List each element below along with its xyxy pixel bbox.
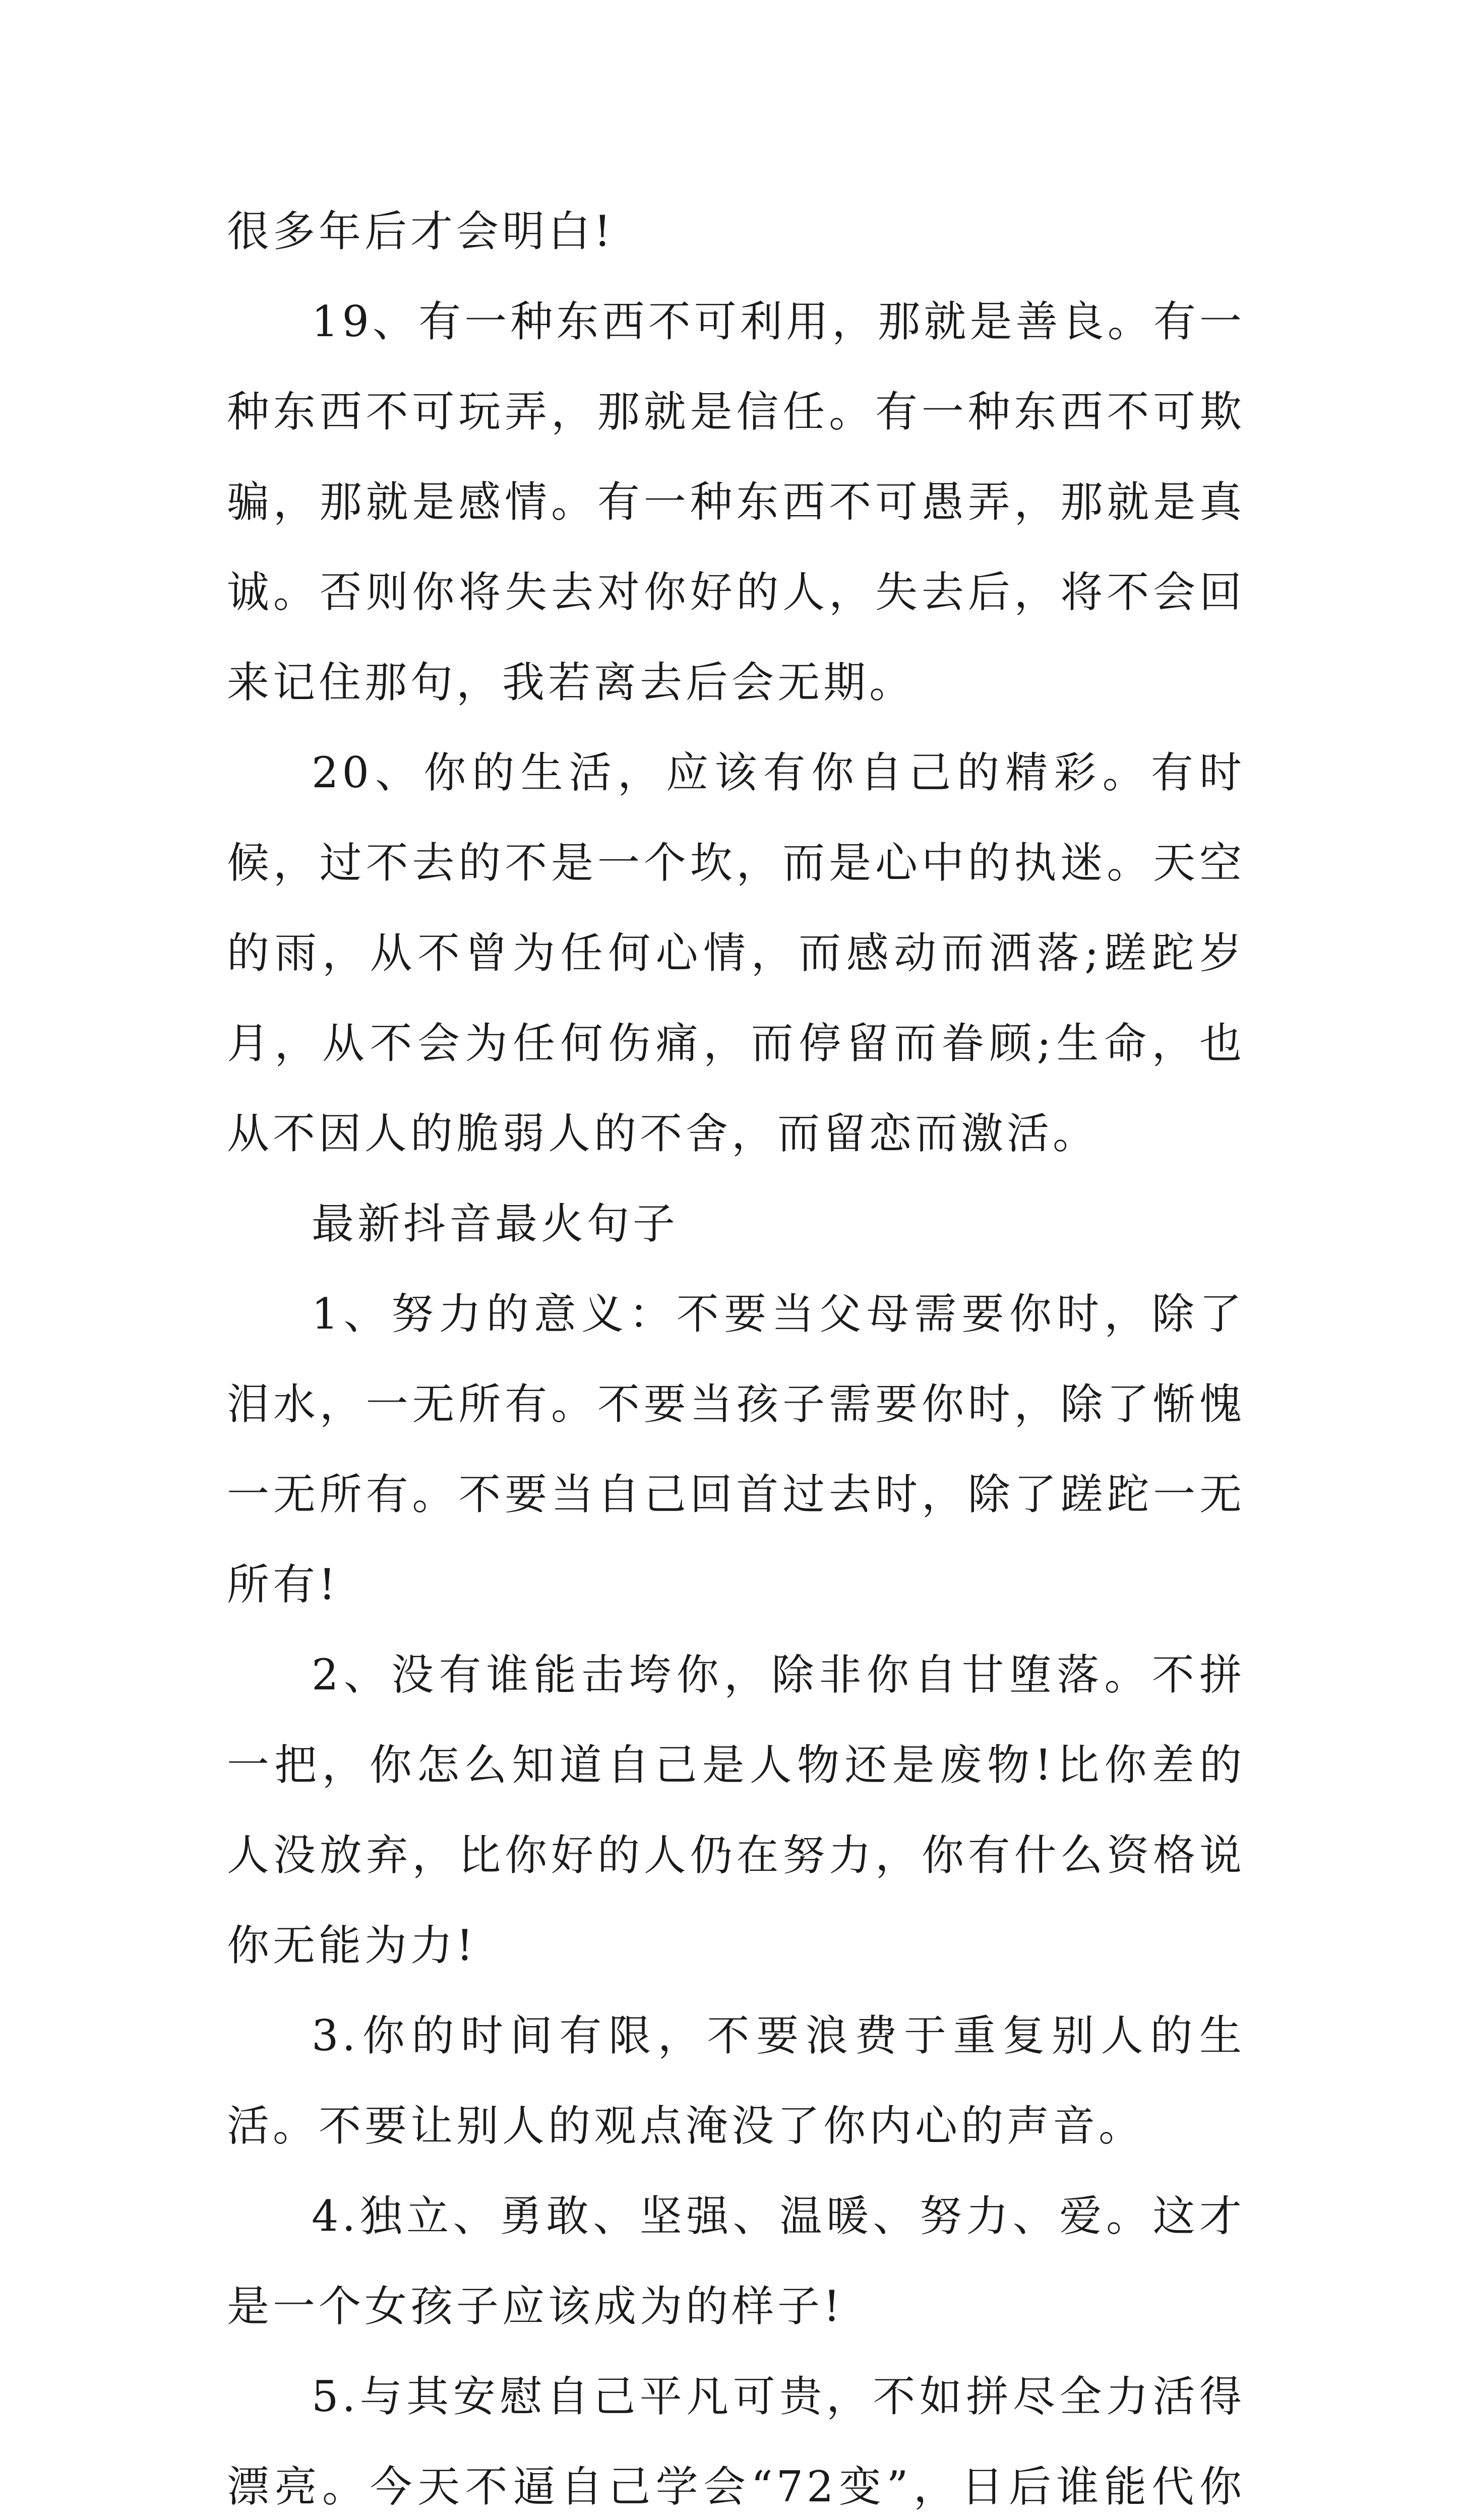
paragraph-2: 2、没有谁能击垮你，除非你自甘堕落。不拼一把，你怎么知道自己是人物还是废物!比你差的人没放弃，比你好的人仍在努力，你有什么资格说你无能为力! bbox=[227, 1650, 1245, 1970]
section-heading: 最新抖音最火句子 bbox=[312, 1199, 679, 1248]
paragraph-4: 4.独立、勇敢、坚强、温暖、努力、爱。这才是一个女孩子应该成为的样子! bbox=[227, 2191, 1245, 2331]
paragraph-continuation: 很多年后才会明白! bbox=[227, 207, 615, 256]
document-body bbox=[227, 186, 1245, 2520]
paragraph-1: 1、努力的意义：不要当父母需要你时，除了泪水，一无所有。不要当孩子需要你时，除了惭愧一无所有。不要当自己回首过去时，除了蹉跎一无所有! bbox=[227, 1289, 1245, 1609]
paragraph-20: 20、你的生活，应该有你自己的精彩。有时候，过不去的不是一个坎，而是心中的执迷。天空的雨，从不曾为任何心情，而感动而洒落;蹉跎岁月，从不会为任何伤痛，而停留而眷顾;生命，也从不因人的脆弱人的不舍，而留恋而激活。 bbox=[227, 748, 1245, 1158]
paragraph-5: 5.与其安慰自己平凡可贵，不如拼尽全力活得漂亮。今天不逼自己学会“72变”，日后谁能代你 bbox=[227, 2372, 1245, 2511]
paragraph-19: 19、有一种东西不可利用，那就是善良。有一种东西不可玩弄，那就是信任。有一种东西不可欺骗，那就是感情。有一种东西不可愚弄，那就是真诚。否则你将失去对你好的人，失去后，将不会回来记住那句，我若离去后会无期。 bbox=[227, 297, 1245, 707]
paragraph-3: 3.你的时间有限，不要浪费于重复别人的生活。不要让别人的观点淹没了你内心的声音。 bbox=[227, 2011, 1245, 2151]
